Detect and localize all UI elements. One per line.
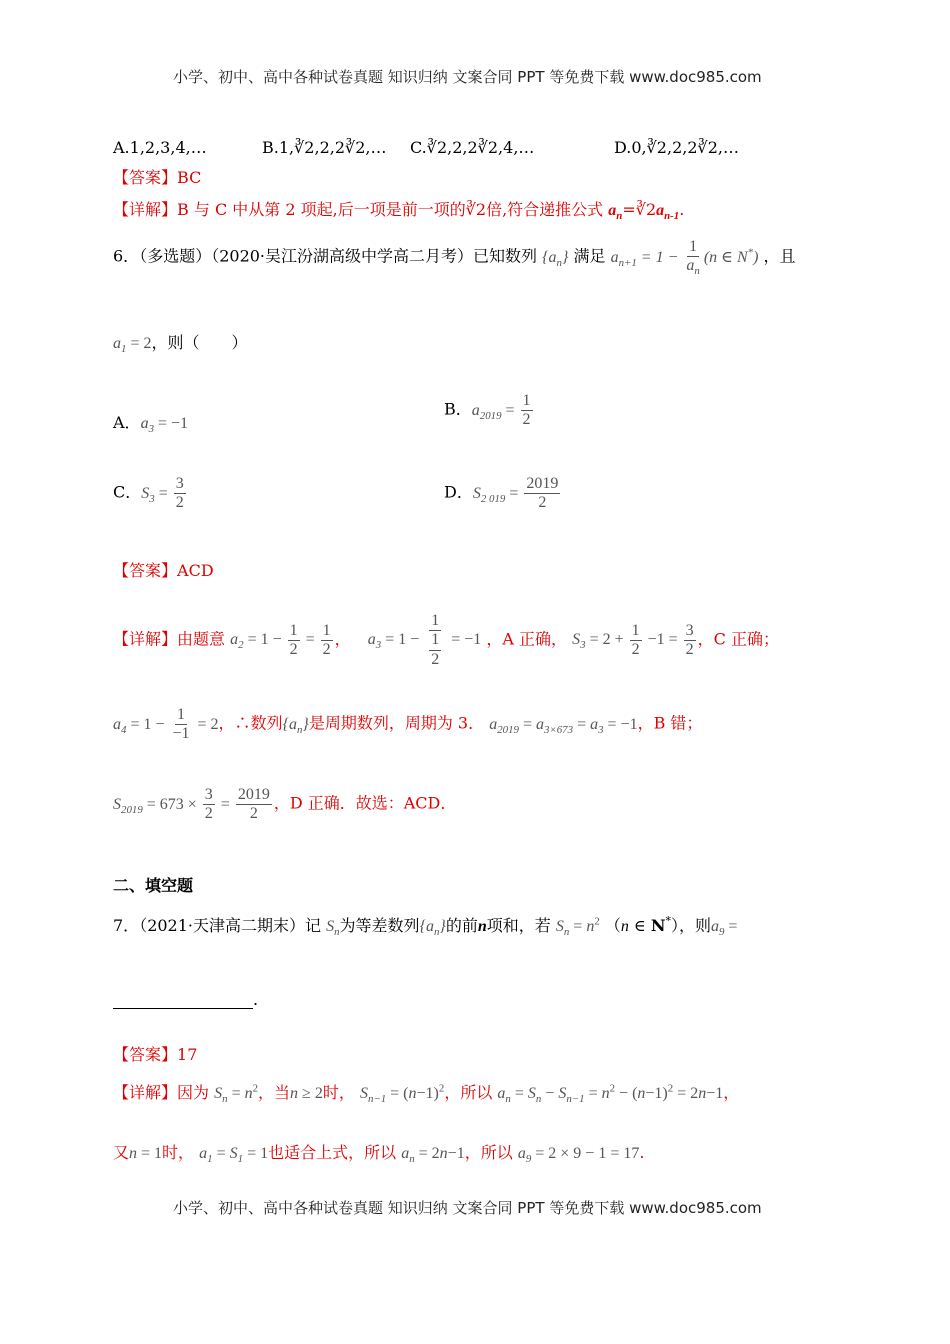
q7-detail-line1: 【详解】因为 $S_n = n^2$，当n ≥ 2时， $S_{n-1} = (n-1)^2$，所以 $a_n = S_n - S_{n-1} = n^2 - (n-1)^2 = 2n-1$，	[113, 1082, 740, 1106]
q6-answer: 【答案】ACD	[113, 561, 214, 580]
page-footer: 小学、初中、高中各种试卷真题 知识归纳 文案合同 PPT 等免费下载 www.doc985.com	[173, 1199, 762, 1217]
q6-detail-line1: 【详解】由题意 $a_2 = 1$ − $\frac{1}{2}$ = $\frac{1}{2}$ ， $a_3 = 1$ − $\frac{1}{\frac{1}{2}}$ = −1 ，A 正确， $S_3 = 2$ + $\frac{1}{2}$ −1 = $\frac{3}{2}$ ，C 正确；	[113, 612, 779, 668]
q7-detail-line2: 又n = 1时， $a_1 = S_1 = 1$也适合上式，所以 $a_n = 2n-1$，所以 $a_9 = 2 \times 9 - 1 = 17$.	[113, 1143, 645, 1166]
q6-option-c: C．$S_3$ = $\frac{3}{2}$	[113, 475, 184, 512]
q5-option-b: B.1,∛2,2,2∛2,…	[262, 138, 387, 157]
q6-detail-line3: $S_{2019} = 673$ × $\frac{3}{2}$ = $\frac{2019}{2}$ ，D 正确．故选：ACD．	[113, 786, 457, 823]
page-header: 小学、初中、高中各种试卷真题 知识归纳 文案合同 PPT 等免费下载 www.doc985.com	[173, 68, 762, 86]
q6-detail-line2: $a_4 = 1$ − $\frac{1}{-1}$ = 2，∴数列$\{a_n\}$是周期数列，周期为 3． $a_{2019} = a_{3\times 673} = a_3 = -1$，B 错；	[113, 706, 703, 743]
q5-detail: 【详解】B 与 C 中从第 2 项起,后一项是前一项的∛2倍,符合递推公式 $a_n=∛2a_{n-1}$.	[113, 200, 685, 223]
q6-stem: 6．（多选题）（2020·吴江汾湖高级中学高二月考）已知数列 $\{a_n\}$ 满足 $a_{n+1} = 1$ − $\frac{1}{a_n}$ (n ∈ N*) ，且	[113, 238, 796, 278]
q7-answer-blank[interactable]	[113, 990, 253, 1009]
q5-option-a: A.1,2,3,4,…	[113, 138, 207, 157]
q6-option-b: B．$a_{2019}$ = $\frac{1}{2}$	[444, 392, 531, 429]
q7-blank[interactable]: .	[113, 990, 258, 1009]
q5-option-d: D.0,∛2,2,2∛2,…	[614, 138, 739, 157]
section-title: 二、填空题	[113, 876, 194, 895]
q6-option-a: A．$a_3 = -1$	[113, 413, 189, 436]
q6-option-d: D．$S_{2 019}$ = $\frac{2019}{2}$	[444, 475, 559, 512]
q7-stem: 7．（2021·天津高二期末）记 $S_n$为等差数列$\{a_n\}$的前n项和，若 $S_n = n^2$ （n ∈ N*），则$a_9$ =	[113, 914, 738, 939]
q5-option-c: C.∛2,2,2∛2,4,…	[410, 138, 535, 157]
q6-stem-cont: $a_1 = 2$，则（ ）	[113, 333, 248, 356]
q5-answer: 【答案】BC	[113, 168, 202, 187]
q7-answer: 【答案】17	[113, 1045, 198, 1064]
